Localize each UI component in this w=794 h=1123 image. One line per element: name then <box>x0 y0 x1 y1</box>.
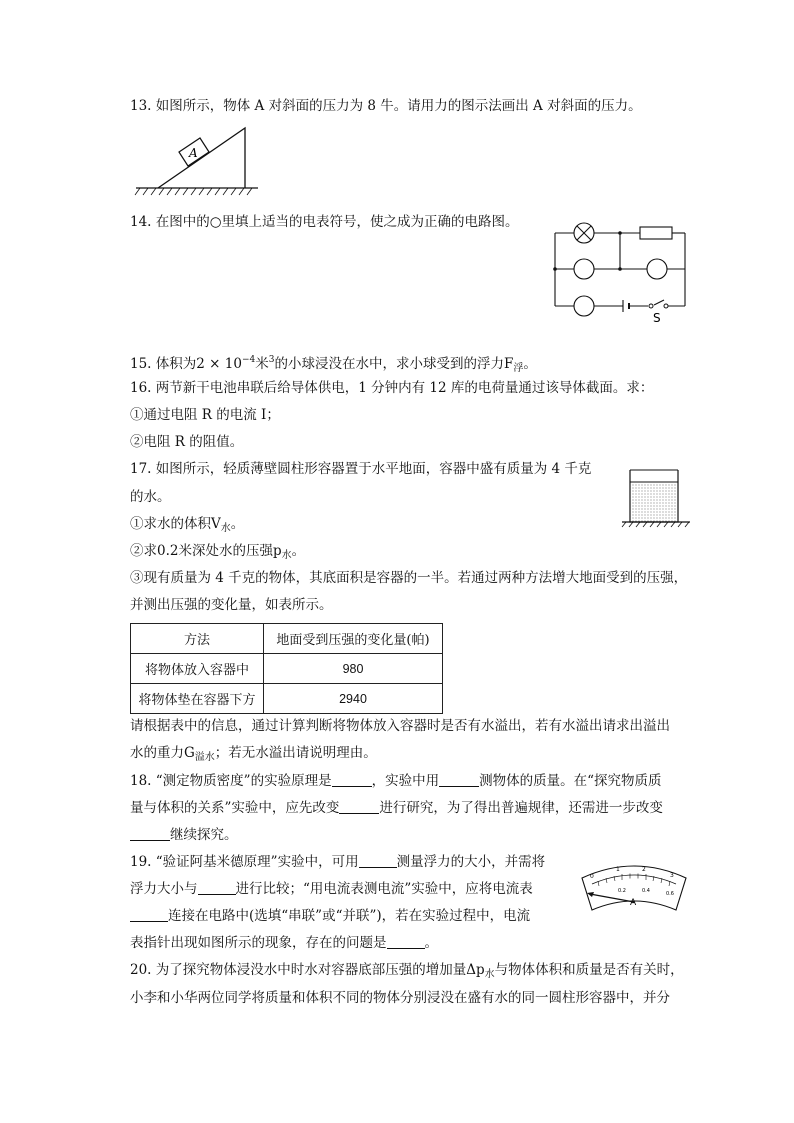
question-19-line4: 表指针出现如图所示的现象，存在的问题是 。 <box>130 935 438 951</box>
table-header-row <box>131 624 443 654</box>
switch-label: S <box>653 311 661 324</box>
table-header: 地面受到压强的变化量(帕) <box>264 624 443 654</box>
question-18-line3: 继续探究。 <box>130 825 238 845</box>
question-17-line1: 17. 如图所示，轻质薄壁圆柱形容器置于水平地面，容器中盛有质量为 4 千克 <box>130 461 592 477</box>
question-19-line3: 连接在电路中(选填“串联”或“并联”)，若在实验过程中，电流 <box>130 906 530 926</box>
question-18-line2: 量与体积的关系”实验中，应先改变 进行研究，为了得出普遍规律，还需进一步改变 <box>130 800 663 816</box>
meter-tick: 0.4 <box>642 888 650 894</box>
question-20-line2: 小李和小华两位同学将质量和体积不同的物体分别浸没在盛有水的同一圆柱形容器中，并分 <box>130 990 670 1006</box>
table-header: 方法 <box>131 624 264 654</box>
answer-blank <box>387 934 425 949</box>
question-17-line7: 请根据表中的信息，通过计算判断将物体放入容器时是否有水溢出，若有水溢出请求出溢出 <box>130 718 670 734</box>
block-label: A <box>189 146 198 160</box>
table-row <box>131 654 443 684</box>
question-16-line2: ①通过电阻 R 的电流 I； <box>130 407 280 423</box>
answer-blank <box>130 826 170 841</box>
table-cell: 980 <box>264 654 443 684</box>
question-19-line1: 19. “验证阿基米德原理”实验中，可用 测量浮力的大小，并需将 <box>130 854 546 870</box>
circuit-diagram <box>550 218 690 324</box>
meter-tick: 0.2 <box>618 888 626 894</box>
table-row <box>131 684 443 714</box>
question-15: 15. 体积为$2 \times 10^{-4}$米$^3$的小球浸没在水中，求小球受到的浮力$F_浮$。 <box>130 355 537 374</box>
question-18-line1: 18. “测定物质密度”的实验原理是 ，实验中用 测物体的质量。在“探究物质质 <box>130 773 662 789</box>
table-cell: 将物体放入容器中 <box>131 654 264 684</box>
answer-blank <box>359 853 397 868</box>
question-14: 14. 在图中的○里填上适当的电表符号，使之成为正确的电路图。 <box>130 214 519 230</box>
container-figure <box>620 466 692 528</box>
question-16-line3: ②电阻 R 的阻值。 <box>130 434 244 450</box>
answer-blank <box>332 772 372 787</box>
meter-zero: 0 <box>590 873 594 880</box>
question-16-line1: 16. 两节新干电池串联后给导体供电，1 分钟内有 12 库的电荷量通过该导体截面。求： <box>130 380 654 396</box>
table-cell: 2940 <box>264 684 443 714</box>
question-17-line6: 并测出压强的变化量，如表所示。 <box>130 597 333 613</box>
question-19-line2: 浮力大小与 进行比较；“用电流表测电流”实验中，应将电流表 <box>130 881 533 897</box>
answer-blank <box>339 799 379 814</box>
question-17-line5: ③现有质量为 4 千克的物体，其底面积是容器的一半。若通过两种方法增大地面受到的压强， <box>130 570 688 586</box>
meter-tick: 2 <box>642 866 646 873</box>
ammeter-figure <box>578 858 690 916</box>
answer-blank <box>198 880 236 895</box>
question-17-line2: 的水。 <box>130 489 171 505</box>
answer-blank <box>130 907 168 922</box>
question-17-line8: 水的重力$G_{溢水}$；若无水溢出请说明理由。 <box>130 745 377 763</box>
meter-tick: 1 <box>616 866 620 873</box>
question-20-line1: 20. 为了探究物体浸没水中时水对容器底部压强的增加量$\Delta p_水$与物体体积和质量是否有关时， <box>130 962 684 980</box>
pressure-table <box>130 623 443 714</box>
meter-tick: 0.6 <box>666 891 674 897</box>
meter-tick: 3 <box>670 872 674 879</box>
question-13: 13. 如图所示，物体 A 对斜面的压力为 8 牛。请用力的图示法画出 A 对斜面的压力。 <box>130 98 642 114</box>
table-cell: 将物体垫在容器下方 <box>131 684 264 714</box>
question-17-line3: ①求水的体积$V_水$。 <box>130 516 245 534</box>
question-17-line4: ②求0.2米深处水的压强$p_水$。 <box>130 543 306 561</box>
meter-unit: A <box>630 898 637 908</box>
answer-blank <box>439 772 479 787</box>
incline-figure <box>134 124 262 198</box>
